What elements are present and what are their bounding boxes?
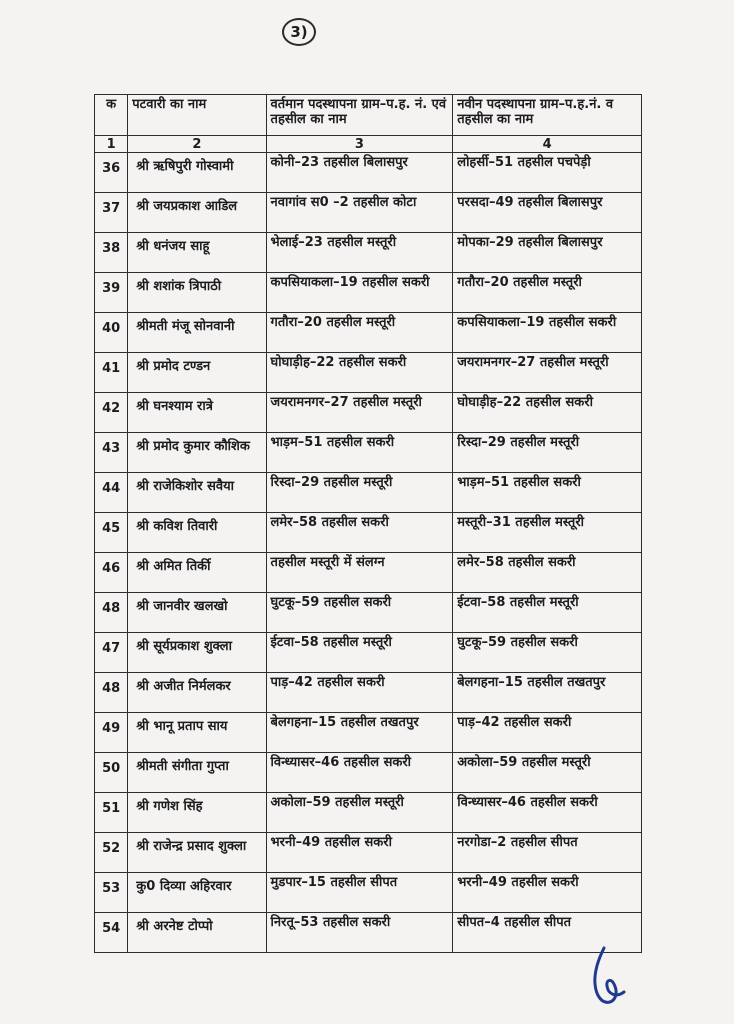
serial-number-cell: 53 [95, 873, 128, 913]
table-row [95, 593, 642, 633]
current-posting-cell: नवागांव स0 –2 तहसील कोटा [266, 193, 453, 233]
table-row [95, 553, 642, 593]
current-posting-cell: विन्ध्यासर–46 तहसील सकरी [266, 753, 453, 793]
patwari-name-cell: श्री राजेकिशोर सवैया [128, 473, 266, 513]
current-posting-cell: निरतू–53 तहसील सकरी [266, 913, 453, 953]
patwari-name-cell: श्री शशांक त्रिपाठी [128, 273, 266, 313]
serial-number-cell: 52 [95, 833, 128, 873]
new-posting-cell: मोपका–29 तहसील बिलासपुर [453, 233, 642, 273]
table-row [95, 753, 642, 793]
patwari-name-cell: कु0 दिव्या अहिरवार [128, 873, 266, 913]
new-posting-cell: मस्तूरी–31 तहसील मस्तूरी [453, 513, 642, 553]
serial-number-cell: 50 [95, 753, 128, 793]
patwari-name-cell: श्री प्रमोद कुमार कौशिक [128, 433, 266, 473]
new-posting-cell: भाड़म–51 तहसील सकरी [453, 473, 642, 513]
patwari-name-cell: श्री गणेश सिंह [128, 793, 266, 833]
table-row [95, 233, 642, 273]
patwari-name-cell: श्री जयप्रकाश आडिल [128, 193, 266, 233]
current-posting-cell: कपसियाकला–19 तहसील सकरी [266, 273, 453, 313]
serial-number-cell: 48 [95, 593, 128, 633]
table-row [95, 313, 642, 353]
current-posting-cell: रिस्दा–29 तहसील मस्तूरी [266, 473, 453, 513]
patwari-name-cell: श्री जानवीर खलखो [128, 593, 266, 633]
new-posting-cell: लोहर्सी–51 तहसील पचपेड़ी [453, 153, 642, 193]
table-row [95, 433, 642, 473]
current-posting-cell: ईटवा–58 तहसील मस्तूरी [266, 633, 453, 673]
current-posting-cell: मुडपार–15 तहसील सीपत [266, 873, 453, 913]
current-posting-cell: जयरामनगर–27 तहसील मस्तूरी [266, 393, 453, 433]
serial-number-cell: 47 [95, 633, 128, 673]
serial-number-cell: 44 [95, 473, 128, 513]
new-posting-cell: भरनी–49 तहसील सकरी [453, 873, 642, 913]
transfer-list-sheet [94, 94, 642, 953]
patwari-name-cell: श्री भानू प्रताप साय [128, 713, 266, 753]
patwari-name-cell: श्री ऋषिपुरी गोस्वामी [128, 153, 266, 193]
current-posting-cell: अकोला–59 तहसील मस्तूरी [266, 793, 453, 833]
serial-number-cell: 40 [95, 313, 128, 353]
patwari-name-cell: श्री धनंजय साहू [128, 233, 266, 273]
patwari-name-cell: श्रीमती मंजू सोनवानी [128, 313, 266, 353]
current-posting-cell: बेलगहना–15 तहसील तखतपुर [266, 713, 453, 753]
new-posting-cell: कपसियाकला–19 तहसील सकरी [453, 313, 642, 353]
table-row [95, 273, 642, 313]
new-posting-cell: घुटकू–59 तहसील सकरी [453, 633, 642, 673]
patwari-name-cell: श्री राजेन्द्र प्रसाद शुक्ला [128, 833, 266, 873]
current-posting-cell: तहसील मस्तूरी में संलग्न [266, 553, 453, 593]
serial-number-cell: 37 [95, 193, 128, 233]
table-row [95, 673, 642, 713]
table-row [95, 793, 642, 833]
serial-number-cell: 46 [95, 553, 128, 593]
header-current-posting: वर्तमान पदस्थापना ग्राम–प.ह. नं. एवं तहसील का नाम [266, 95, 453, 136]
current-posting-cell: घुटकू–59 तहसील सकरी [266, 593, 453, 633]
patwari-name-cell: श्री प्रमोद टण्डन [128, 353, 266, 393]
column-number: 4 [453, 136, 642, 153]
serial-number-cell: 38 [95, 233, 128, 273]
new-posting-cell: घोघाड़ीह–22 तहसील सकरी [453, 393, 642, 433]
patwari-name-cell: श्रीमती संगीता गुप्ता [128, 753, 266, 793]
new-posting-cell: विन्ध्यासर–46 तहसील सकरी [453, 793, 642, 833]
serial-number-cell: 45 [95, 513, 128, 553]
new-posting-cell: परसदा–49 तहसील बिलासपुर [453, 193, 642, 233]
column-number-row [95, 136, 642, 153]
table-row [95, 193, 642, 233]
current-posting-cell: लमेर–58 तहसील सकरी [266, 513, 453, 553]
handwritten-signature [582, 946, 632, 1006]
new-posting-cell: अकोला–59 तहसील मस्तूरी [453, 753, 642, 793]
new-posting-cell: जयरामनगर–27 तहसील मस्तूरी [453, 353, 642, 393]
serial-number-cell: 54 [95, 913, 128, 953]
new-posting-cell: बेलगहना–15 तहसील तखतपुर [453, 673, 642, 713]
table-row [95, 153, 642, 193]
table-row [95, 873, 642, 913]
serial-number-cell: 48 [95, 673, 128, 713]
column-number: 1 [95, 136, 128, 153]
serial-number-cell: 36 [95, 153, 128, 193]
new-posting-cell: पाड़–42 तहसील सकरी [453, 713, 642, 753]
current-posting-cell: कोनी–23 तहसील बिलासपुर [266, 153, 453, 193]
table-row [95, 913, 642, 953]
new-posting-cell: ईटवा–58 तहसील मस्तूरी [453, 593, 642, 633]
current-posting-cell: गतौरा–20 तहसील मस्तूरी [266, 313, 453, 353]
patwari-name-cell: श्री घनश्याम रात्रे [128, 393, 266, 433]
current-posting-cell: भाड़म–51 तहसील सकरी [266, 433, 453, 473]
serial-number-cell: 49 [95, 713, 128, 753]
new-posting-cell: लमेर–58 तहसील सकरी [453, 553, 642, 593]
column-number: 3 [266, 136, 453, 153]
table-row [95, 353, 642, 393]
table-body [95, 153, 642, 953]
patwari-name-cell: श्री अरनेष्ट टोप्पो [128, 913, 266, 953]
table-row [95, 393, 642, 433]
table-row [95, 473, 642, 513]
current-posting-cell: भरनी–49 तहसील सकरी [266, 833, 453, 873]
current-posting-cell: पाड़–42 तहसील सकरी [266, 673, 453, 713]
serial-number-cell: 39 [95, 273, 128, 313]
column-number: 2 [128, 136, 266, 153]
serial-number-cell: 41 [95, 353, 128, 393]
patwari-name-cell: श्री कविश तिवारी [128, 513, 266, 553]
new-posting-cell: नरगोडा–2 तहसील सीपत [453, 833, 642, 873]
serial-number-cell: 42 [95, 393, 128, 433]
patwari-name-cell: श्री अमित तिर्की [128, 553, 266, 593]
patwari-name-cell: श्री अजीत निर्मलकर [128, 673, 266, 713]
new-posting-cell: गतौरा–20 तहसील मस्तूरी [453, 273, 642, 313]
table-row [95, 633, 642, 673]
header-patwari-name: पटवारी का नाम [128, 95, 266, 136]
header-serial: क [95, 95, 128, 136]
current-posting-cell: घोघाड़ीह–22 तहसील सकरी [266, 353, 453, 393]
serial-number-cell: 51 [95, 793, 128, 833]
table-row [95, 713, 642, 753]
table-row [95, 833, 642, 873]
current-posting-cell: भेलाई–23 तहसील मस्तूरी [266, 233, 453, 273]
patwari-name-cell: श्री सूर्यप्रकाश शुक्ला [128, 633, 266, 673]
table-header-row [95, 95, 642, 136]
new-posting-cell: रिस्दा–29 तहसील मस्तूरी [453, 433, 642, 473]
patwari-transfer-table [94, 94, 642, 953]
table-row [95, 513, 642, 553]
serial-number-cell: 43 [95, 433, 128, 473]
new-posting-cell: सीपत–4 तहसील सीपत [453, 913, 642, 953]
header-new-posting: नवीन पदस्थापना ग्राम–प.ह.नं. व तहसील का नाम [453, 95, 642, 136]
page-number: 3) [282, 18, 316, 46]
